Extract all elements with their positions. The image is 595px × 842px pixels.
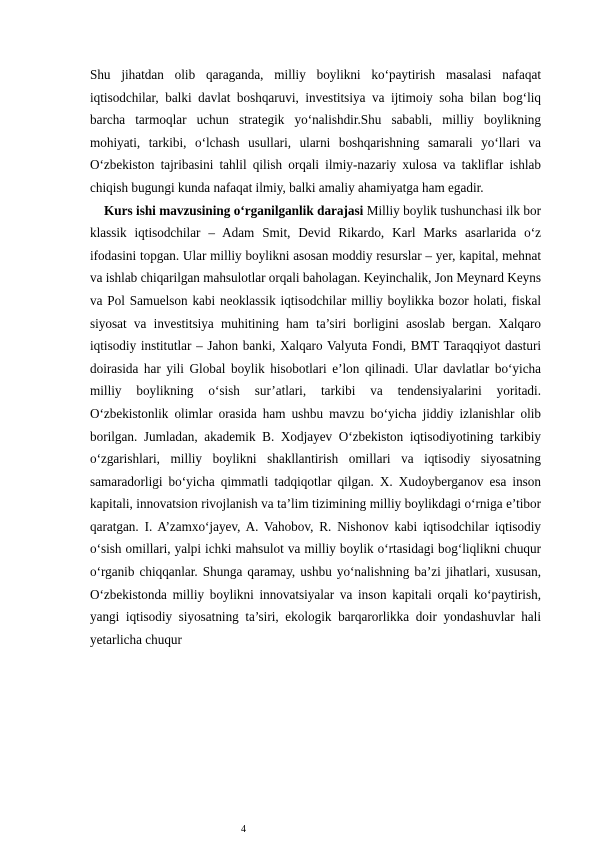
paragraph-research-degree: [90, 200, 541, 652]
section-lead-heading: Kurs ishi mavzusining o‘rganilganlik darajasi: [104, 202, 364, 218]
document-body: [90, 64, 541, 651]
page-number: 4: [241, 824, 246, 835]
paragraph-body: Milliy boylik tushunchasi ilk bor klassik iqtisodchilar – Adam Smit, Devid Rikardo, Karl Marks asarlarida o‘z ifodasini topgan. Ular milliy boylikni asosan moddiy resurslar – yer, kapital, mehnat va ishlab chiqarilgan mahsulotlar orqali baholagan. Keyinchalik, Jon Meynard Keyns va Pol Samuelson kabi neoklassik iqtisodchilar milliy boylikka bozor holati, fiskal siyosat va investitsiya muhitining ham ta’siri borligini asoslab bergan. Xalqaro iqtisodiy institutlar – Jahon banki, Xalqaro Valyuta Fondi, BMT Taraqqiyot dasturi doirasida har yili Global boylik hisobotlari e’lon qilinadi. Ular davlatlar bo‘yicha milliy boylikning o‘sish sur’atlari, tarkibi va tendensiyalarini yoritadi. O‘zbekistonlik olimlar orasida ham ushbu mavzu bo‘yicha jiddiy izlanishlar olib borilgan. Jumladan, akademik B. Xodjayev O‘zbekiston iqtisodiyotining tarkibiy o‘zgarishlari, milliy boylikni shakllantirish omillari va iqtisodiy siyosatning samaradorligi bo‘yicha qimmatli tadqiqotlar qilgan. X. Xudoyberganov esa inson kapitali, innovatsion rivojlanish va ta’lim tizimining milliy boylikdagi o‘rniga e’tibor qaratgan. I. A’zamxo‘jayev, A. Vahobov, R. Nishonov kabi iqtisodchilar iqtisodiy o‘sish omillari, yalpi ichki mahsulot va milliy boylik o‘rtasidagi bog‘liqlikni chuqur o‘rganib chiqqanlar. Shunga qaramay, ushbu yo‘nalishning ba’zi jihatlari, xususan, O‘zbekistonda milliy boylikni innovatsiyalar va inson kapitali orqali ko‘paytirish, yangi iqtisodiy siyosatning ta’siri, ekologik barqarorlikka doir yondashuvlar hali yetarlicha chuqur: [90, 202, 541, 647]
paragraph-intro: Shu jihatdan olib qaraganda, milliy boylikni ko‘paytirish masalasi nafaqat iqtisodchilar, balki davlat boshqaruvi, investitsiya va ijtimoiy soha bilan bog‘liq barcha tarmoqlar uchun strategik yo‘nalishdir.Shu sababli, milliy boylikning mohiyati, tarkibi, o‘lchash usullari, ularni boshqarishning samarali yo‘llari va O‘zbekiston tajribasini tahlil qilish orqali ilmiy-nazariy xulosa va takliflar ishlab chiqish bugungi kunda nafaqat ilmiy, balki amaliy ahamiyatga ham egadir.: [90, 67, 541, 195]
